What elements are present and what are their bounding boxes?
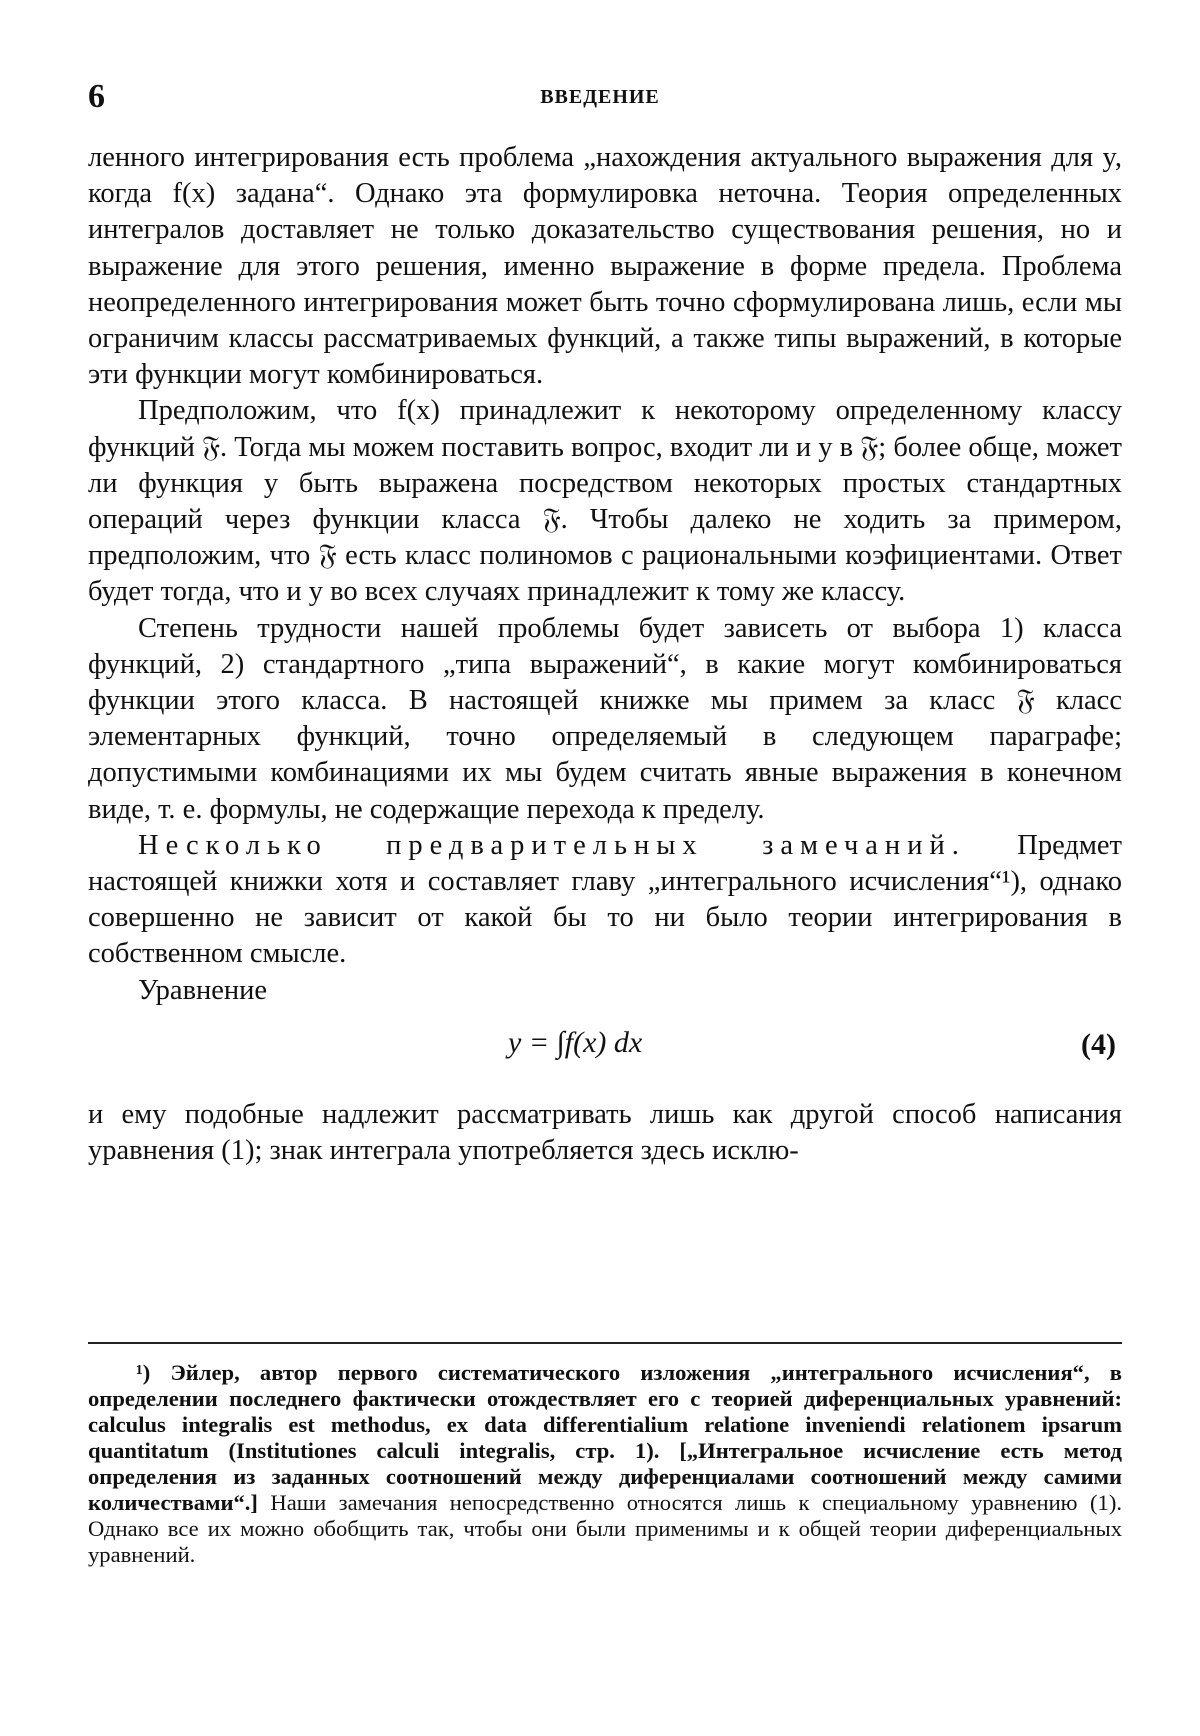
equation-number: (4) — [1081, 1027, 1116, 1061]
footnote-paragraph — [88, 1360, 1122, 1568]
footnote-text: Наши замечания непосредственно относятся лишь к специальному уравнению (1). Однако все их можно обобщить так, чтобы они были применимы и к общей теории диференциальных уравнений. — [88, 1490, 1122, 1567]
footnote-text-bold: ¹) Эйлер, автор первого систематического изложения „интегрального исчисления“, в определении последнего фактически отождествляет его с теорией диференциальных уравнений: calculus integralis est methodus, ex data differentialium relatione inveniendi relationem ipsarum quantitatum (Institutiones calculi integralis, стр. 1). [„Интегральное исчисление есть метод определения из заданных соотношений между диференциалами соотношений между самими количествами“.] — [88, 1360, 1122, 1515]
footnote — [88, 1360, 1122, 1568]
paragraph-1: ленного интегрирования есть проблема „нахождения актуального выражения для y, когда f(x) задана“. Однако эта формулировка неточна. Теория определенных интегралов доставляет не только доказательство существования решения, но и выражение для этого решения, именно выражение в форме предела. Проблема неопределенного интегрирования может быть точно сформулирована лишь, если мы ограничим классы рассматриваемых функций, а также типы выражений, в которые эти функции могут комбинироваться. — [88, 142, 1122, 391]
equation: y = ∫f(x) dx — [508, 1025, 643, 1059]
paragraph-3: Степень трудности нашей проблемы будет зависеть от выбора 1) класса функций, 2) стандартного „типа выражений“, в какие могут комбинироваться функции этого класса. В настоящей книжке мы примем за класс 𝔉 класс элементарных функций, точно определяемый в следующем параграфе; допустимыми комбинациями их мы будем считать явные выражения в конечном виде, т. е. формулы, не содержащие перехода к пределу. — [88, 612, 1122, 825]
running-head: ВВЕДЕНИЕ — [540, 86, 660, 108]
equation-row — [88, 1011, 1122, 1091]
paragraph-2: Предположим, что f(x) принадлежит к некоторому определенному классу функций 𝔉. Тогда мы можем поставить вопрос, входит ли и y в 𝔉; более обще, может ли функция y быть выражена посредством некоторых простых стандартных операций через функции класса 𝔉. Чтобы далеко не ходить за примером, предположим, что 𝔉 есть класс полиномов с рациональными коэфициентами. Ответ будет тогда, что и y во всех случаях принадлежит к тому же классу. — [88, 395, 1122, 608]
paragraph-5: Уравнение — [138, 974, 268, 1006]
paragraph-6: и ему подобные надлежит рассматривать лишь как другой способ написания уравнения (1); знак интеграла употребляется здесь исклю- — [88, 1098, 1122, 1167]
page-header — [80, 78, 1120, 118]
body-text — [88, 140, 1122, 1169]
page-number: 6 — [88, 78, 105, 115]
footnote-divider — [88, 1342, 1122, 1344]
paragraph-4-text: Предмет настоящей книжки хотя и составляет главу „интегрального исчисления“¹), однако совершенно не зависит от какой бы то ни было теории интегрирования в собственном смысле. — [88, 829, 1123, 970]
paragraph-4 — [88, 828, 1122, 973]
section-lead-in: Несколько предварительных замечаний. — [138, 829, 966, 861]
